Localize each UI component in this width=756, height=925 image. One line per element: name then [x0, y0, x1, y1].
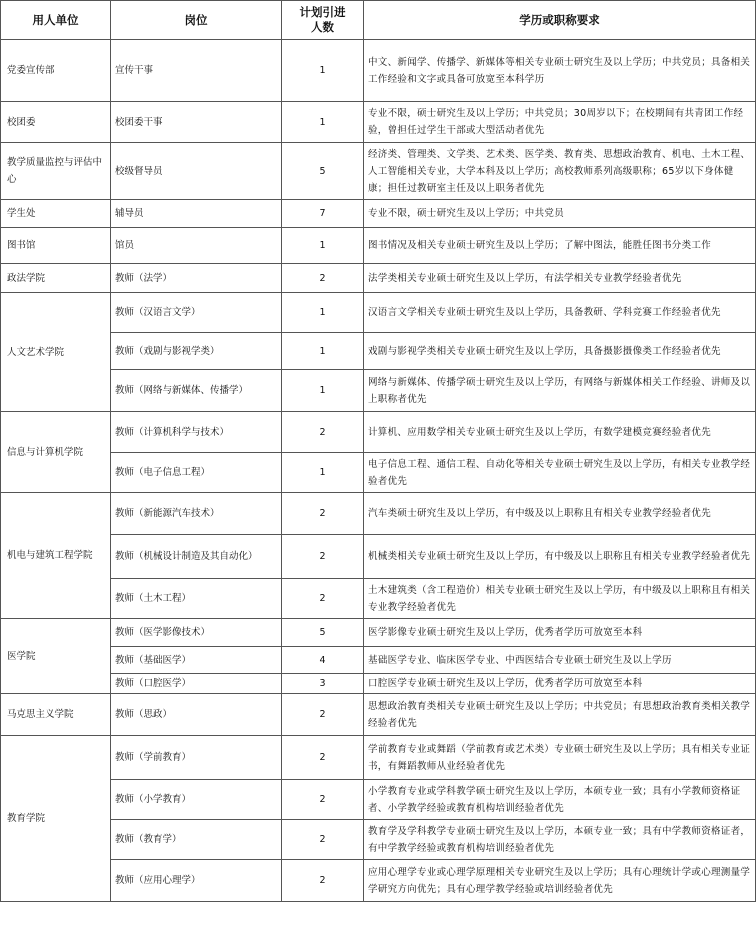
unit-cell: 医学院	[1, 619, 111, 694]
position-cell: 宣传干事	[111, 40, 282, 102]
table-row	[1, 535, 756, 579]
count-cell: 2	[282, 579, 364, 619]
count-cell: 2	[282, 264, 364, 293]
table-row	[1, 647, 756, 674]
table-row	[1, 293, 756, 333]
count-cell: 1	[282, 370, 364, 412]
table-row	[1, 264, 756, 293]
unit-cell: 人文艺术学院	[1, 293, 111, 412]
unit-cell: 信息与计算机学院	[1, 412, 111, 493]
position-cell: 教师（小学教育）	[111, 780, 282, 820]
count-cell: 2	[282, 694, 364, 736]
position-cell: 教师（汉语言文学）	[111, 293, 282, 333]
position-cell: 教师（土木工程）	[111, 579, 282, 619]
table-row	[1, 493, 756, 535]
position-cell: 教师（网络与新媒体、传播学）	[111, 370, 282, 412]
count-cell: 1	[282, 40, 364, 102]
count-cell: 2	[282, 820, 364, 860]
table-row	[1, 102, 756, 143]
requirement-cell: 汉语言文学相关专业硕士研究生及以上学历，具备教研、学科竞赛工作经验者优先	[364, 293, 756, 333]
unit-cell: 马克思主义学院	[1, 694, 111, 736]
position-cell: 馆员	[111, 228, 282, 264]
table-row	[1, 860, 756, 902]
count-cell: 4	[282, 647, 364, 674]
table-row	[1, 820, 756, 860]
requirement-cell: 图书情况及相关专业硕士研究生及以上学历；了解中图法，能胜任图书分类工作	[364, 228, 756, 264]
position-cell: 教师（教育学）	[111, 820, 282, 860]
count-cell: 5	[282, 619, 364, 647]
requirement-cell: 中文、新闻学、传播学、新媒体等相关专业硕士研究生及以上学历；中共党员；具备相关工作经验和文字或具备可放宽至本科学历	[364, 40, 756, 102]
count-cell: 2	[282, 493, 364, 535]
position-cell: 教师（思政）	[111, 694, 282, 736]
count-cell: 7	[282, 200, 364, 228]
count-cell: 1	[282, 228, 364, 264]
requirement-cell: 法学类相关专业硕士研究生及以上学历，有法学相关专业教学经验者优先	[364, 264, 756, 293]
table-row	[1, 228, 756, 264]
count-cell: 2	[282, 535, 364, 579]
table-row	[1, 200, 756, 228]
table-row	[1, 453, 756, 493]
count-cell: 3	[282, 674, 364, 694]
requirement-cell: 专业不限，硕士研究生及以上学历；中共党员	[364, 200, 756, 228]
unit-cell: 校团委	[1, 102, 111, 143]
unit-cell: 教学质量监控与评估中心	[1, 143, 111, 200]
requirement-cell: 医学影像专业硕士研究生及以上学历，优秀者学历可放宽至本科	[364, 619, 756, 647]
position-cell: 教师（法学）	[111, 264, 282, 293]
table-row	[1, 694, 756, 736]
position-cell: 教师（学前教育）	[111, 736, 282, 780]
requirement-cell: 电子信息工程、通信工程、自动化等相关专业硕士研究生及以上学历，有相关专业教学经验者优先	[364, 453, 756, 493]
position-cell: 教师（应用心理学）	[111, 860, 282, 902]
position-cell: 辅导员	[111, 200, 282, 228]
requirement-cell: 小学教育专业或学科教学硕士研究生及以上学历，本硕专业一致；具有小学教师资格证者、小学教学经验或教育机构培训经验者优先	[364, 780, 756, 820]
table-row	[1, 412, 756, 453]
requirement-cell: 专业不限，硕士研究生及以上学历；中共党员；30周岁以下；在校期间有共青团工作经验，曾担任过学生干部或大型活动者优先	[364, 102, 756, 143]
position-cell: 教师（机械设计制造及其自动化）	[111, 535, 282, 579]
table-row	[1, 143, 756, 200]
requirement-cell: 机械类相关专业硕士研究生及以上学历，有中级及以上职称且有相关专业教学经验者优先	[364, 535, 756, 579]
table-row	[1, 579, 756, 619]
table-row	[1, 619, 756, 647]
position-cell: 教师（戏剧与影视学类）	[111, 333, 282, 370]
requirement-cell: 戏剧与影视学类相关专业硕士研究生及以上学历，具备摄影摄像类工作经验者优先	[364, 333, 756, 370]
count-cell: 2	[282, 860, 364, 902]
count-cell: 1	[282, 293, 364, 333]
table-row	[1, 370, 756, 412]
position-cell: 教师（医学影像技术）	[111, 619, 282, 647]
position-cell: 教师（口腔医学）	[111, 674, 282, 694]
table-row	[1, 333, 756, 370]
unit-cell: 党委宣传部	[1, 40, 111, 102]
requirement-cell: 教育学及学科教学专业硕士研究生及以上学历，本硕专业一致；具有中学教师资格证者，有中学教学经验或教育机构培训经验者优先	[364, 820, 756, 860]
header-position: 岗位	[111, 1, 282, 40]
requirement-cell: 汽车类硕士研究生及以上学历，有中级及以上职称且有相关专业教学经验者优先	[364, 493, 756, 535]
position-cell: 校级督导员	[111, 143, 282, 200]
header-unit: 用人单位	[1, 1, 111, 40]
count-cell: 2	[282, 736, 364, 780]
count-cell: 2	[282, 780, 364, 820]
count-cell: 1	[282, 333, 364, 370]
position-cell: 教师（电子信息工程）	[111, 453, 282, 493]
position-cell: 教师（计算机科学与技术）	[111, 412, 282, 453]
count-cell: 1	[282, 102, 364, 143]
requirement-cell: 应用心理学专业或心理学原理相关专业研究生及以上学历；具有心理统计学或心理测量学学研究方向优先；具有心理学教学经验或培训经验者优先	[364, 860, 756, 902]
requirement-cell: 学前教育专业或舞蹈（学前教育或艺术类）专业硕士研究生及以上学历；具有相关专业证书，有舞蹈教师从业经验者优先	[364, 736, 756, 780]
header-requirement: 学历或职称要求	[364, 1, 756, 40]
table-row	[1, 674, 756, 694]
unit-cell: 政法学院	[1, 264, 111, 293]
requirement-cell: 土木建筑类（含工程造价）相关专业硕士研究生及以上学历，有中级及以上职称且有相关专业教学经验者优先	[364, 579, 756, 619]
unit-cell: 学生处	[1, 200, 111, 228]
unit-cell: 图书馆	[1, 228, 111, 264]
requirement-cell: 思想政治教育类相关专业硕士研究生及以上学历；中共党员；有思想政治教育类相关教学经验者优先	[364, 694, 756, 736]
count-cell: 1	[282, 453, 364, 493]
requirement-cell: 计算机、应用数学相关专业硕士研究生及以上学历，有数学建模竞赛经验者优先	[364, 412, 756, 453]
requirement-cell: 经济类、管理类、文学类、艺术类、医学类、教育类、思想政治教育、机电、土木工程、人工智能相关专业，大学本科及以上学历；高校教师系列高级职称；65岁以下身体健康；担任过教研室主任及以上职务者优先	[364, 143, 756, 200]
count-cell: 5	[282, 143, 364, 200]
table-row	[1, 40, 756, 102]
count-cell: 2	[282, 412, 364, 453]
position-cell: 教师（新能源汽车技术）	[111, 493, 282, 535]
unit-cell: 机电与建筑工程学院	[1, 493, 111, 619]
header-count: 计划引进人数	[282, 1, 364, 40]
unit-cell: 教育学院	[1, 736, 111, 902]
table-row	[1, 736, 756, 780]
requirement-cell: 网络与新媒体、传播学硕士研究生及以上学历，有网络与新媒体相关工作经验、讲师及以上职称者优先	[364, 370, 756, 412]
requirement-cell: 口腔医学专业硕士研究生及以上学历，优秀者学历可放宽至本科	[364, 674, 756, 694]
requirement-cell: 基础医学专业、临床医学专业、中西医结合专业硕士研究生及以上学历	[364, 647, 756, 674]
position-cell: 教师（基础医学）	[111, 647, 282, 674]
header-row	[1, 1, 756, 40]
position-cell: 校团委干事	[111, 102, 282, 143]
table-body	[1, 40, 756, 902]
table-row	[1, 780, 756, 820]
